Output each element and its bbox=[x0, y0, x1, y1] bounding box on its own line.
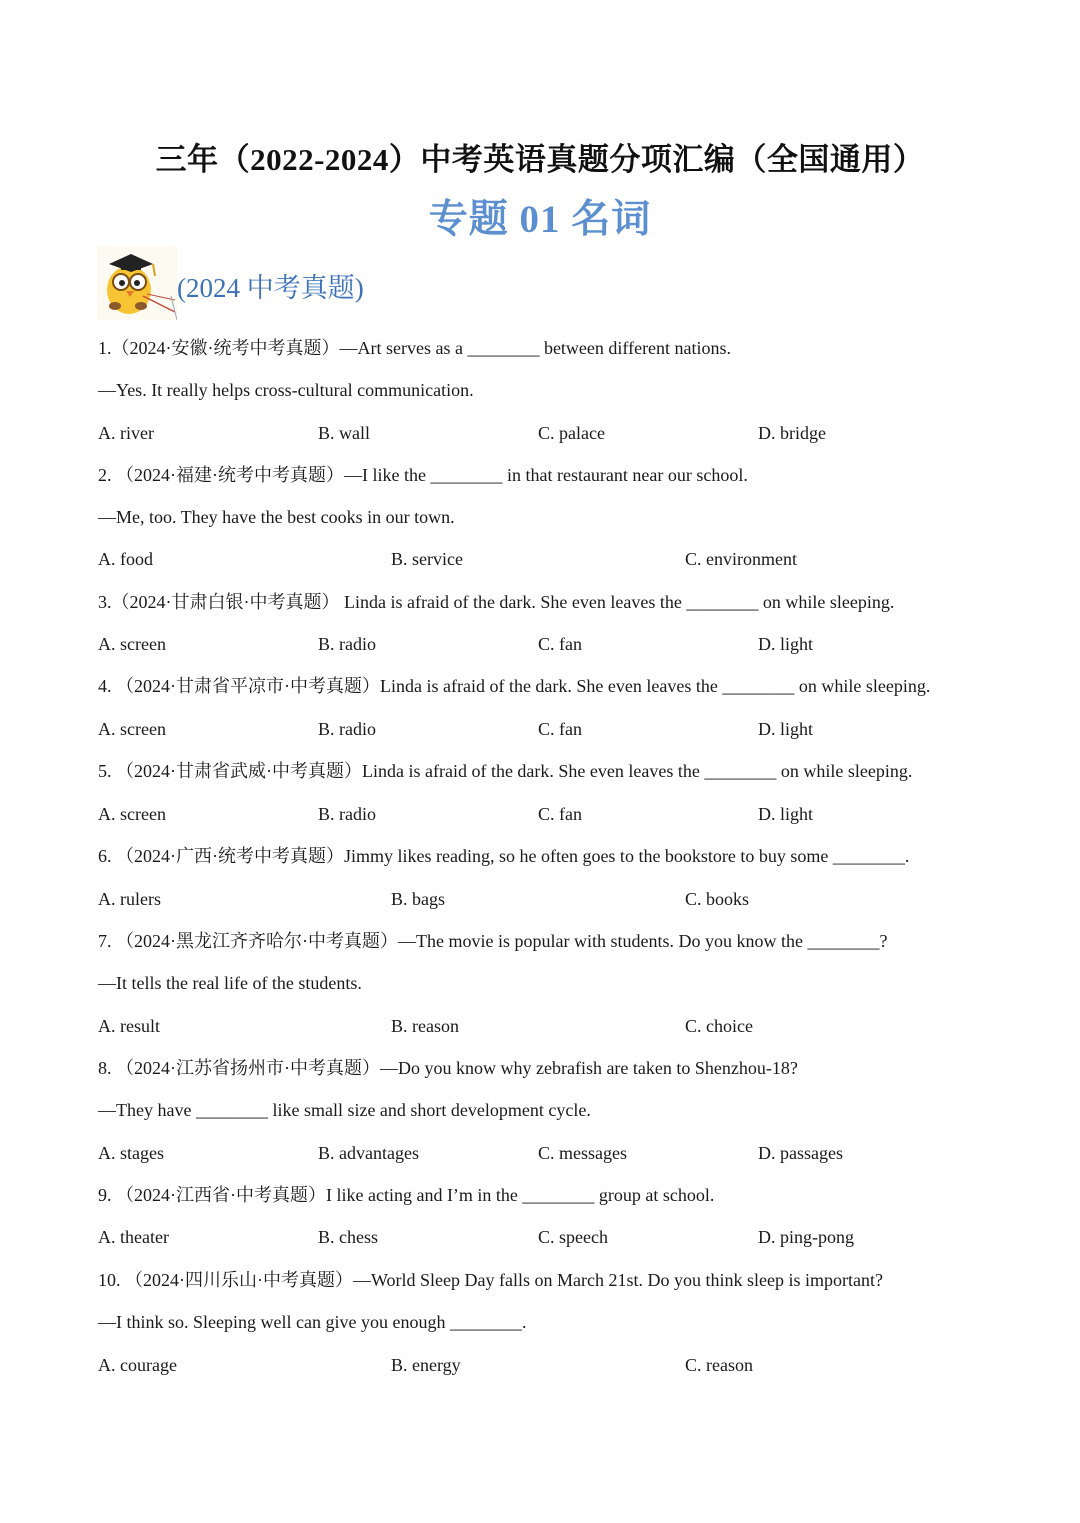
question-7-option-c: C. choice bbox=[685, 1016, 753, 1036]
question-4-option-c: C. fan bbox=[538, 719, 582, 739]
question-10-option-c: C. reason bbox=[685, 1355, 753, 1375]
question-7-option-b: B. reason bbox=[391, 1016, 459, 1036]
question-10-stem: 10. （2024·四川乐山·中考真题）—World Sleep Day falls on March 21st. Do you think sleep is important? bbox=[98, 1270, 883, 1290]
question-1-reply: —Yes. It really helps cross-cultural communication. bbox=[98, 380, 474, 400]
question-3-option-d: D. light bbox=[758, 634, 814, 654]
question-1-option-d: D. bridge bbox=[758, 423, 826, 443]
question-2-reply: —Me, too. They have the best cooks in our town. bbox=[98, 507, 455, 527]
question-10-reply: —I think so. Sleeping well can give you enough ________. bbox=[98, 1312, 527, 1332]
question-8-option-c: C. messages bbox=[538, 1143, 627, 1163]
question-4-option-d: D. light bbox=[758, 719, 814, 739]
question-4-option-a: A. screen bbox=[98, 719, 166, 739]
question-1-option-a: A. river bbox=[98, 423, 154, 443]
question-4-stem: 4. （2024·甘肃省平凉市·中考真题）Linda is afraid of the dark. She even leaves the ________ on while sleeping. bbox=[98, 676, 931, 696]
question-1-option-c: C. palace bbox=[538, 423, 605, 443]
question-5-stem: 5. （2024·甘肃省武威·中考真题）Linda is afraid of the dark. She even leaves the ________ on while sleeping. bbox=[98, 761, 913, 781]
question-1-stem: 1.（2024·安徽·统考中考真题）—Art serves as a ________ between different nations. bbox=[98, 338, 732, 358]
question-9-stem: 9. （2024·江西省·中考真题）I like acting and I’m in the ________ group at school. bbox=[98, 1185, 715, 1205]
question-8-reply: —They have ________ like small size and short development cycle. bbox=[98, 1100, 591, 1120]
question-2-option-c: C. environment bbox=[685, 549, 797, 569]
question-8-option-b: B. advantages bbox=[318, 1143, 419, 1163]
question-3-stem: 3.（2024·甘肃白银·中考真题） Linda is afraid of the dark. She even leaves the ________ on while sleeping. bbox=[98, 592, 895, 612]
question-3-option-c: C. fan bbox=[538, 634, 582, 654]
question-3-option-a: A. screen bbox=[98, 634, 166, 654]
question-6-stem: 6. （2024·广西·统考中考真题）Jimmy likes reading, so he often goes to the bookstore to buy some ________. bbox=[98, 846, 910, 866]
question-9-option-a: A. theater bbox=[98, 1227, 169, 1247]
question-10-option-a: A. courage bbox=[98, 1355, 177, 1375]
question-2-option-a: A. food bbox=[98, 549, 153, 569]
question-9-option-d: D. ping-pong bbox=[758, 1227, 854, 1247]
question-8-option-a: A. stages bbox=[98, 1143, 164, 1163]
question-9-option-b: B. chess bbox=[318, 1227, 378, 1247]
question-5-option-d: D. light bbox=[758, 804, 814, 824]
question-6-option-a: A. rulers bbox=[98, 889, 161, 909]
question-7-reply: —It tells the real life of the students. bbox=[98, 973, 362, 993]
question-10-option-b: B. energy bbox=[391, 1355, 461, 1375]
question-7-option-a: A. result bbox=[98, 1016, 160, 1036]
owl-mascot-icon bbox=[97, 246, 177, 320]
question-6-option-b: B. bags bbox=[391, 889, 445, 909]
question-4-option-b: B. radio bbox=[318, 719, 376, 739]
question-8-option-d: D. passages bbox=[758, 1143, 843, 1163]
question-3-option-b: B. radio bbox=[318, 634, 376, 654]
question-9-option-c: C. speech bbox=[538, 1227, 608, 1247]
question-5-option-a: A. screen bbox=[98, 804, 166, 824]
question-1-option-b: B. wall bbox=[318, 423, 370, 443]
question-8-stem: 8. （2024·江苏省扬州市·中考真题）—Do you know why zebrafish are taken to Shenzhou-18? bbox=[98, 1058, 798, 1078]
question-5-option-c: C. fan bbox=[538, 804, 582, 824]
question-5-option-b: B. radio bbox=[318, 804, 376, 824]
question-2-stem: 2. （2024·福建·统考中考真题）—I like the ________ in that restaurant near our school. bbox=[98, 465, 748, 485]
document-title: 三年（2022-2024）中考英语真题分项汇编（全国通用） bbox=[155, 142, 925, 177]
question-7-stem: 7. （2024·黑龙江齐齐哈尔·中考真题）—The movie is popular with students. Do you know the ________? bbox=[98, 931, 888, 951]
topic-subtitle: 专题 01 名词 bbox=[428, 198, 652, 241]
question-2-option-b: B. service bbox=[391, 549, 463, 569]
question-6-option-c: C. books bbox=[685, 889, 750, 909]
section-heading: (2024 中考真题) bbox=[177, 273, 364, 303]
